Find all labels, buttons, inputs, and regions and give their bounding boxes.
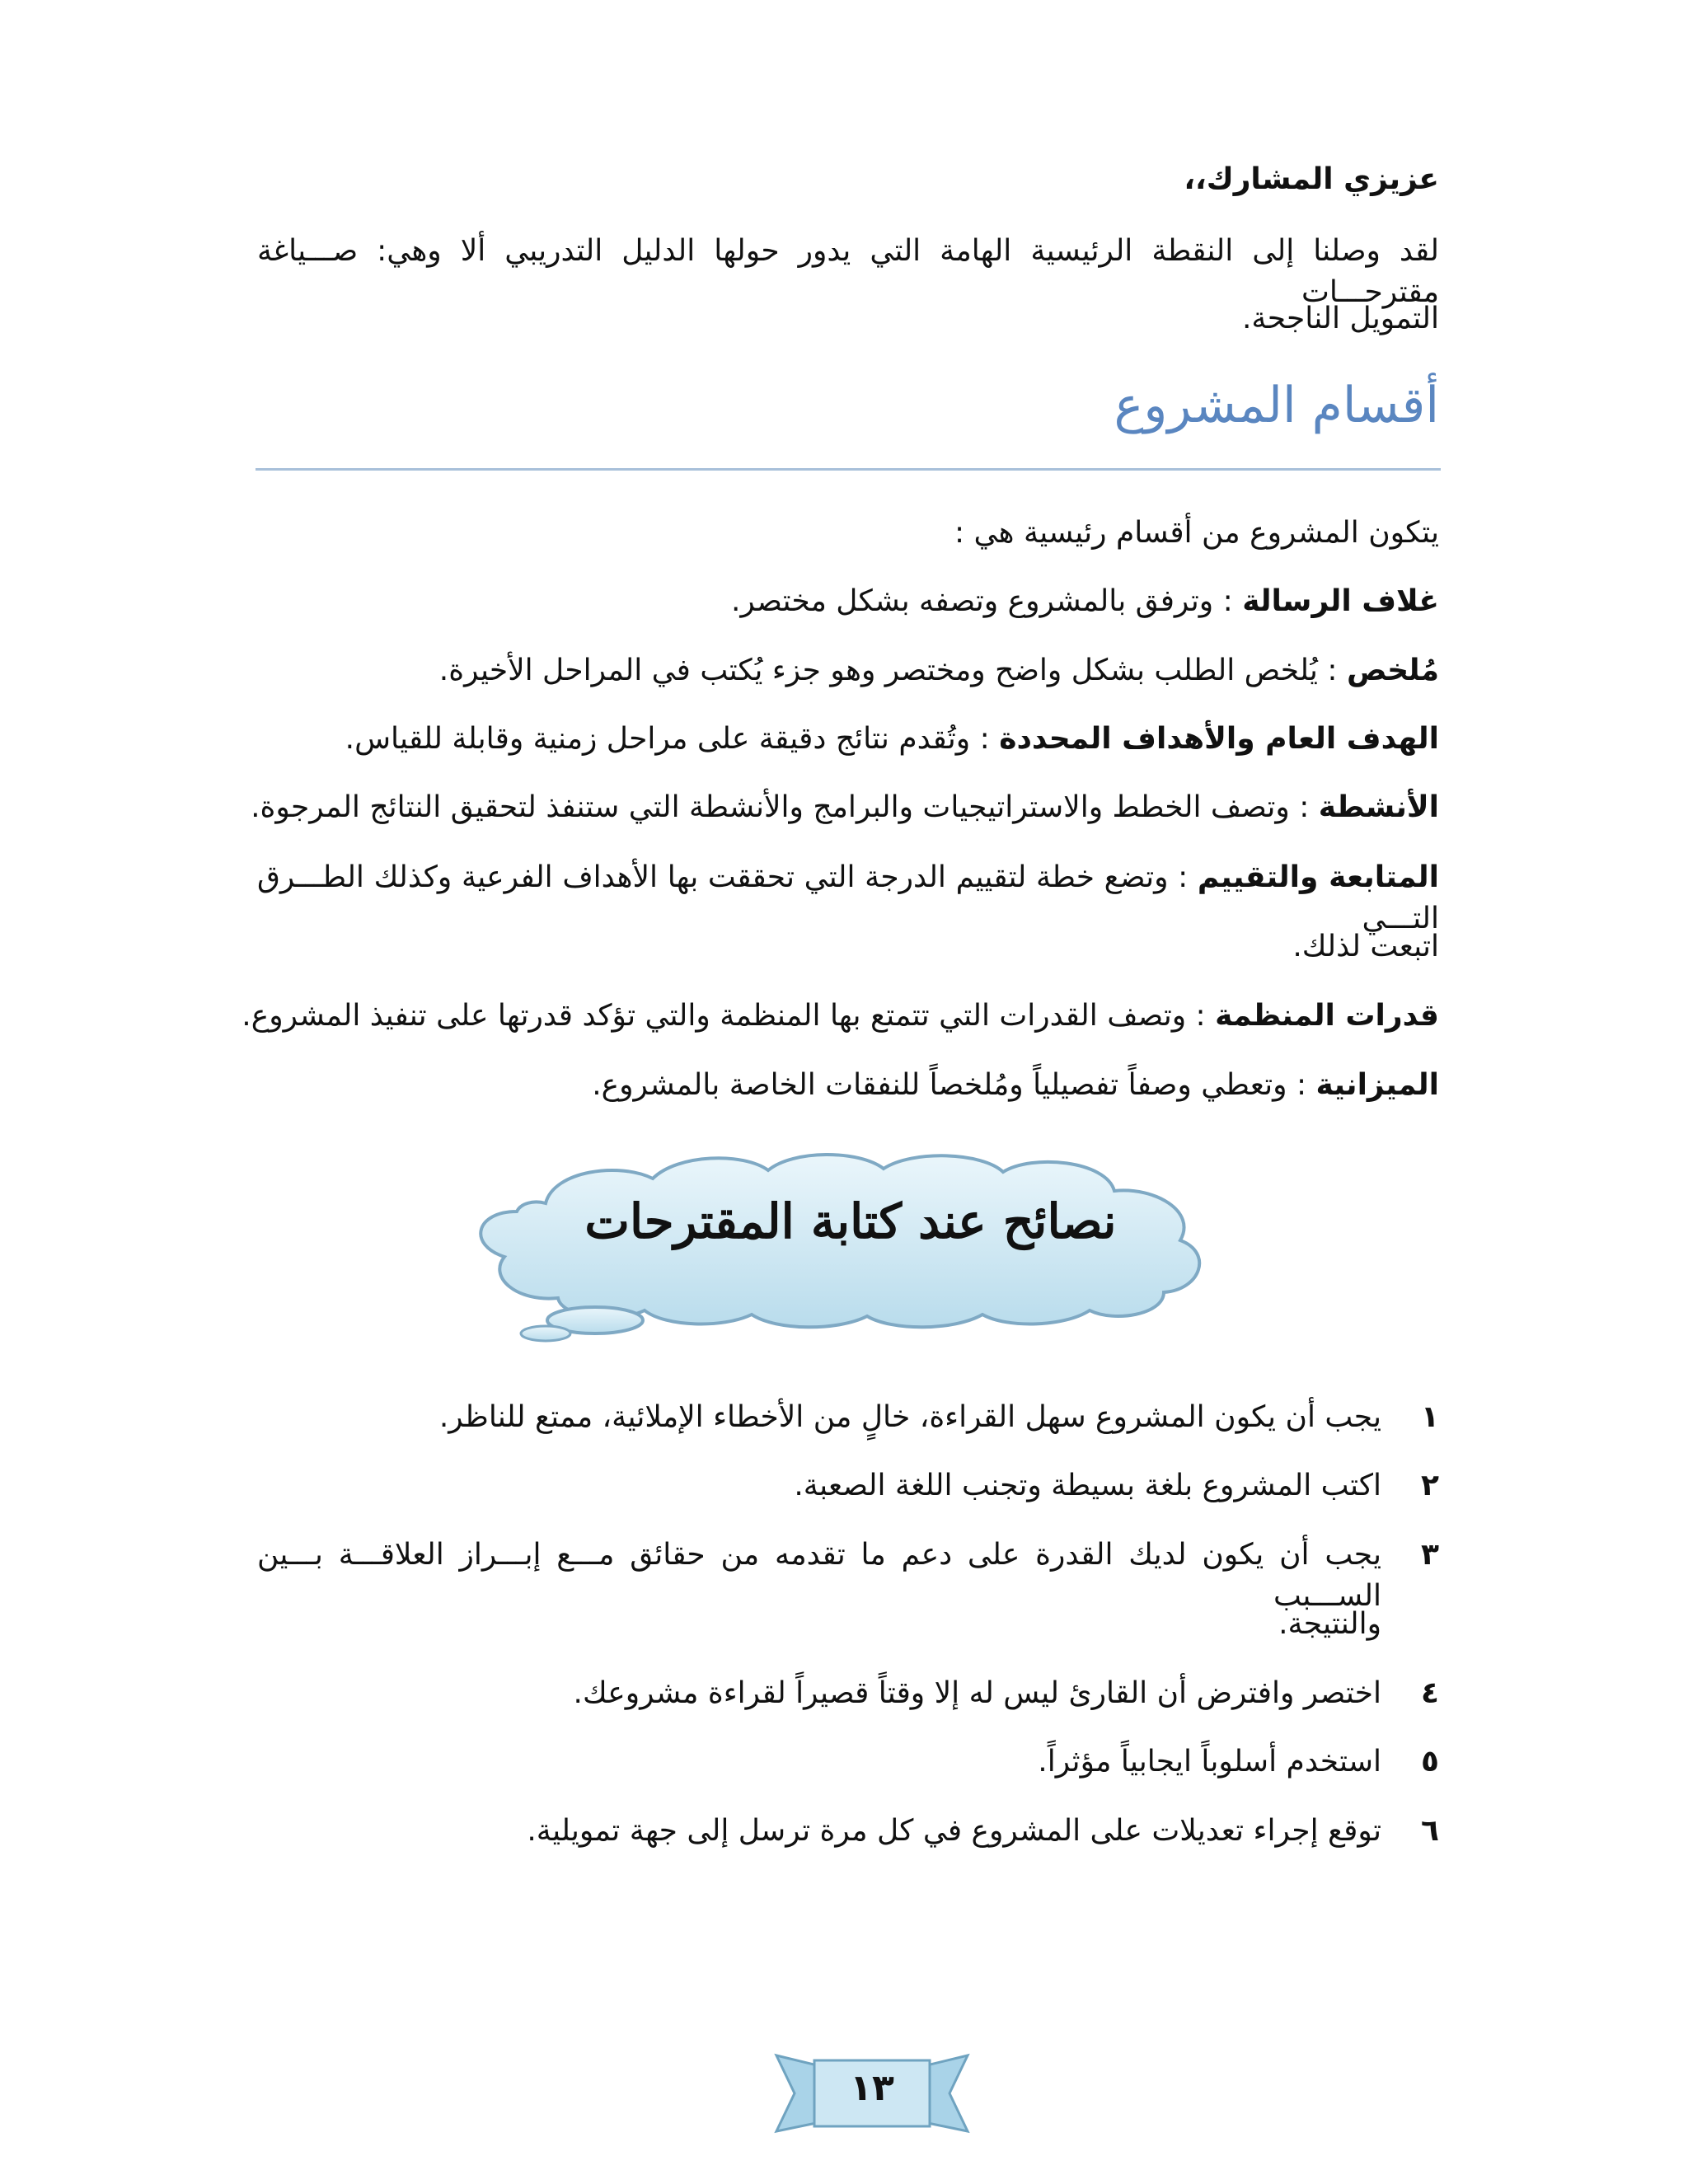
section-item-title: المتابعة والتقييم: [1197, 860, 1439, 894]
tip-text: اختصر وافترض أن القارئ ليس له إلا وقتاً قصيراً لقراءة مشروعك.: [573, 1676, 1381, 1710]
greeting: عزيزي المشارك،،: [1184, 162, 1439, 196]
section-item-title: غلاف الرسالة: [1242, 584, 1439, 618]
section-item: [439, 650, 1439, 691]
tips-title: نصائح عند كتابة المقترحات: [584, 1193, 1117, 1249]
tip-text-continuation: والنتيجة.: [1278, 1607, 1381, 1641]
page-number-ribbon: [773, 2046, 971, 2136]
tip-text: توقع إجراء تعديلات على المشروع في كل مرة ترسل إلى جهة تمويلية.: [527, 1814, 1381, 1848]
section-item-continuation: اتبعت لذلك.: [1292, 930, 1439, 963]
section-item: [345, 719, 1439, 760]
section-item-title: الميزانية: [1315, 1068, 1439, 1102]
heading-divider: [256, 468, 1441, 471]
section-heading: أقسام المشروع: [1114, 377, 1439, 434]
section-item-title: الهدف العام والأهداف المحددة: [999, 722, 1439, 756]
section-item-title: الأنشطة: [1318, 790, 1439, 824]
section-item: [257, 857, 1439, 940]
section-item-text: : وتعطي وصفاً تفصيلياً ومُلخصاً للنفقات الخاصة بالمشروع.: [592, 1068, 1316, 1102]
tip-text: يجب أن يكون المشروع سهل القراءة، خالٍ من الأخطاء الإملائية، ممتع للناظر.: [438, 1400, 1381, 1434]
section-item-title: قدرات المنظمة: [1215, 999, 1439, 1033]
section-item-text: : وتضع خطة لتقييم الدرجة التي تحققت بها الأهداف الفرعية وكذلك الطـــرق التـــي: [257, 860, 1439, 935]
tip-text: اكتب المشروع بلغة بسيطة وتجنب اللغة الصعبة.: [794, 1469, 1381, 1502]
section-item: [251, 787, 1439, 828]
section-item-text: : وتُقدم نتائج دقيقة على مراحل زمنية وقابلة للقياس.: [345, 722, 1000, 756]
tip-number: ٣: [1421, 1538, 1439, 1572]
tip-text: استخدم أسلوباً ايجابياً مؤثراً.: [1038, 1745, 1381, 1779]
sections-intro: يتكون المشروع من أقسام رئيسية هي :: [954, 516, 1439, 550]
tip-text: يجب أن يكون لديك القدرة على دعم ما تقدمه من حقائق مـــع إبـــراز العلاقـــة بـــين الســـبب: [257, 1538, 1381, 1613]
section-item-title: مُلخص: [1346, 654, 1439, 687]
section-item-text: : يُلخص الطلب بشكل واضح ومختصر وهو جزء يُكتب في المراحل الأخيرة.: [438, 654, 1347, 687]
tip-number: ٦: [1421, 1814, 1439, 1848]
section-item: [731, 581, 1439, 622]
tip-number: ١: [1421, 1400, 1439, 1434]
intro-line-2: التمويل الناجحة.: [1241, 302, 1439, 335]
tip-number: ٥: [1421, 1745, 1439, 1779]
section-item: [592, 1065, 1439, 1106]
page-number: ١٣: [850, 2067, 894, 2109]
tip-number: ٢: [1421, 1469, 1439, 1502]
tip-number: ٤: [1421, 1676, 1439, 1710]
intro-line-1: لقد وصلنا إلى النقطة الرئيسية الهامة التي يدور حولها الدليل التدريبي ألا وهي: صـــياغة مقترحـــات: [257, 234, 1439, 309]
section-item-text: : وتصف الخطط والاستراتيجيات والبرامج والأنشطة التي ستنفذ لتحقيق النتائج المرجوة.: [251, 790, 1319, 824]
section-item-text: : وتصف القدرات التي تتمتع بها المنظمة والتي تؤكد قدرتها على تنفيذ المشروع.: [241, 999, 1216, 1033]
tips-cloud-banner: [455, 1146, 1246, 1343]
section-item-text: : وترفق بالمشروع وتصفه بشكل مختصر.: [730, 584, 1243, 618]
section-item: [241, 996, 1439, 1037]
